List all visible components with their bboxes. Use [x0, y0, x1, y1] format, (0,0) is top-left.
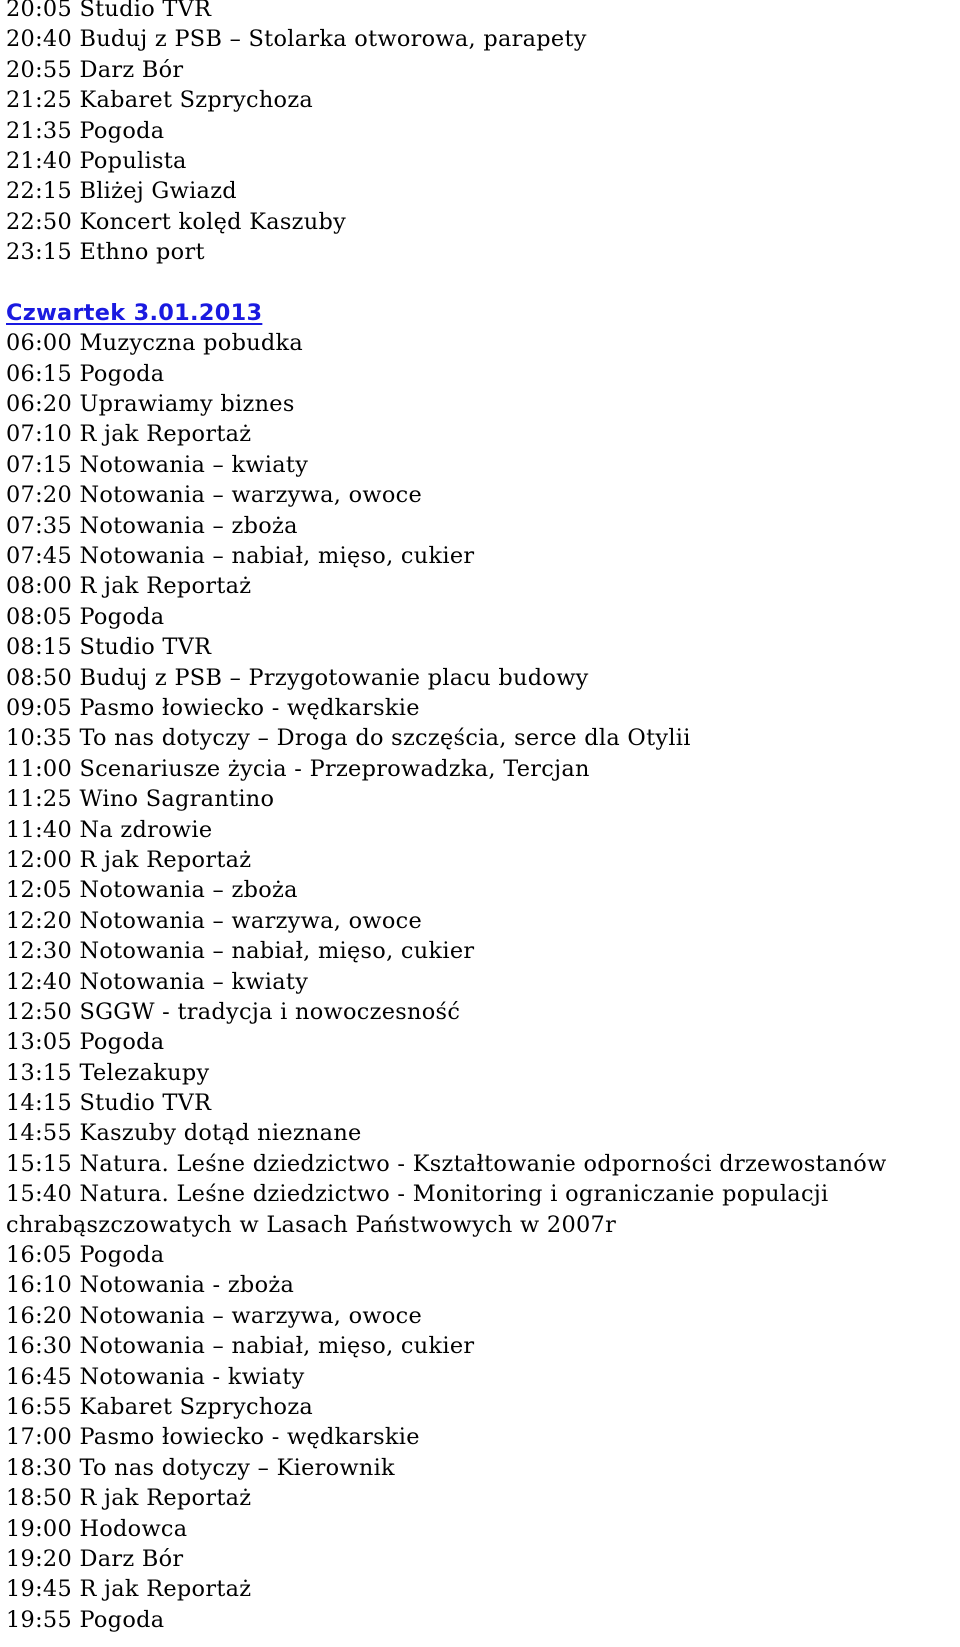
schedule-entry: 23:15 Ethno port	[6, 239, 205, 266]
schedule-entry: 10:35 To nas dotyczy – Droga do szczęścia, serce dla Otylii	[6, 725, 691, 752]
schedule-entry: 08:05 Pogoda	[6, 603, 165, 630]
schedule-entry: 21:40 Populista	[6, 147, 187, 174]
schedule-entry: 14:55 Kaszuby dotąd nieznane	[6, 1120, 362, 1147]
schedule-entry: 21:25 Kabaret Szprychoza	[6, 87, 314, 114]
schedule-entry: 11:25 Wino Sagrantino	[6, 786, 275, 813]
schedule-entry: 22:15 Bliżej Gwiazd	[6, 178, 237, 205]
schedule-entry: 20:05 Studio TVR	[6, 0, 212, 22]
schedule-entry: 18:50 R jak Reportaż	[6, 1485, 252, 1512]
schedule-entry: 12:00 R jak Reportaż	[6, 846, 252, 873]
schedule-entry: 13:15 Telezakupy	[6, 1059, 210, 1086]
schedule-entry: 08:50 Buduj z PSB – Przygotowanie placu budowy	[6, 664, 589, 691]
schedule-entry: 06:20 Uprawiamy biznes	[6, 391, 295, 418]
schedule-document	[6, 0, 956, 1635]
schedule-entry: 21:35 Pogoda	[6, 117, 165, 144]
schedule-entry: 08:00 R jak Reportaż	[6, 573, 252, 600]
schedule-entry: 15:15 Natura. Leśne dziedzictwo - Kształtowanie odporności drzewostanów	[6, 1150, 887, 1177]
schedule-entry: 12:20 Notowania – warzywa, owoce	[6, 907, 422, 934]
schedule-entry: 12:05 Notowania – zboża	[6, 877, 298, 904]
schedule-entry: 16:20 Notowania – warzywa, owoce	[6, 1302, 422, 1329]
schedule-entry: 18:30 To nas dotyczy – Kierownik	[6, 1454, 395, 1481]
day-list	[6, 328, 956, 1635]
schedule-entry: 13:05 Pogoda	[6, 1029, 165, 1056]
schedule-entry: 07:10 R jak Reportaż	[6, 421, 252, 448]
schedule-entry: 16:05 Pogoda	[6, 1242, 165, 1269]
schedule-entry: 16:30 Notowania – nabiał, mięso, cukier	[6, 1333, 475, 1360]
schedule-entry: 22:50 Koncert kolęd Kaszuby	[6, 208, 347, 235]
schedule-entry: 19:45 R jak Reportaż	[6, 1576, 252, 1603]
schedule-entry: 16:10 Notowania - zboża	[6, 1272, 295, 1299]
schedule-entry: 06:00 Muzyczna pobudka	[6, 330, 304, 357]
prev-day-list	[6, 0, 956, 268]
schedule-entry: 07:15 Notowania – kwiaty	[6, 451, 309, 478]
schedule-entry: 11:00 Scenariusze życia - Przeprowadzka, Tercjan	[6, 755, 590, 782]
schedule-entry: 20:55 Darz Bór	[6, 56, 184, 83]
schedule-entry: 14:15 Studio TVR	[6, 1090, 212, 1117]
schedule-entry: 17:00 Pasmo łowiecko - wędkarskie	[6, 1424, 420, 1451]
schedule-entry: 08:15 Studio TVR	[6, 634, 212, 661]
schedule-entry: 12:40 Notowania – kwiaty	[6, 968, 309, 995]
schedule-entry: 20:40 Buduj z PSB – Stolarka otworowa, parapety	[6, 26, 587, 53]
schedule-entry: 12:30 Notowania – nabiał, mięso, cukier	[6, 938, 475, 965]
section-gap	[6, 268, 956, 298]
schedule-entry: 19:00 Hodowca	[6, 1515, 188, 1542]
schedule-entry: 15:40 Natura. Leśne dziedzictwo - Monitoring i ograniczanie populacji chrabąszczowatych w Lasach Państwowych w 2007r	[6, 1181, 829, 1238]
schedule-entry: 09:05 Pasmo łowiecko - wędkarskie	[6, 694, 420, 721]
schedule-entry: 12:50 SGGW - tradycja i nowoczesność	[6, 998, 461, 1025]
schedule-entry: 06:15 Pogoda	[6, 360, 165, 387]
schedule-entry: 07:35 Notowania – zboża	[6, 512, 298, 539]
schedule-entry: 07:20 Notowania – warzywa, owoce	[6, 482, 422, 509]
schedule-entry: 16:45 Notowania - kwiaty	[6, 1363, 305, 1390]
day-heading-link[interactable]: Czwartek 3.01.2013	[6, 299, 263, 326]
schedule-entry: 19:20 Darz Bór	[6, 1545, 184, 1572]
day-heading-row	[6, 298, 956, 328]
schedule-entry: 11:40 Na zdrowie	[6, 816, 213, 843]
schedule-entry: 19:55 Pogoda	[6, 1606, 165, 1633]
schedule-entry: 07:45 Notowania – nabiał, mięso, cukier	[6, 543, 475, 570]
schedule-entry: 16:55 Kabaret Szprychoza	[6, 1394, 314, 1420]
